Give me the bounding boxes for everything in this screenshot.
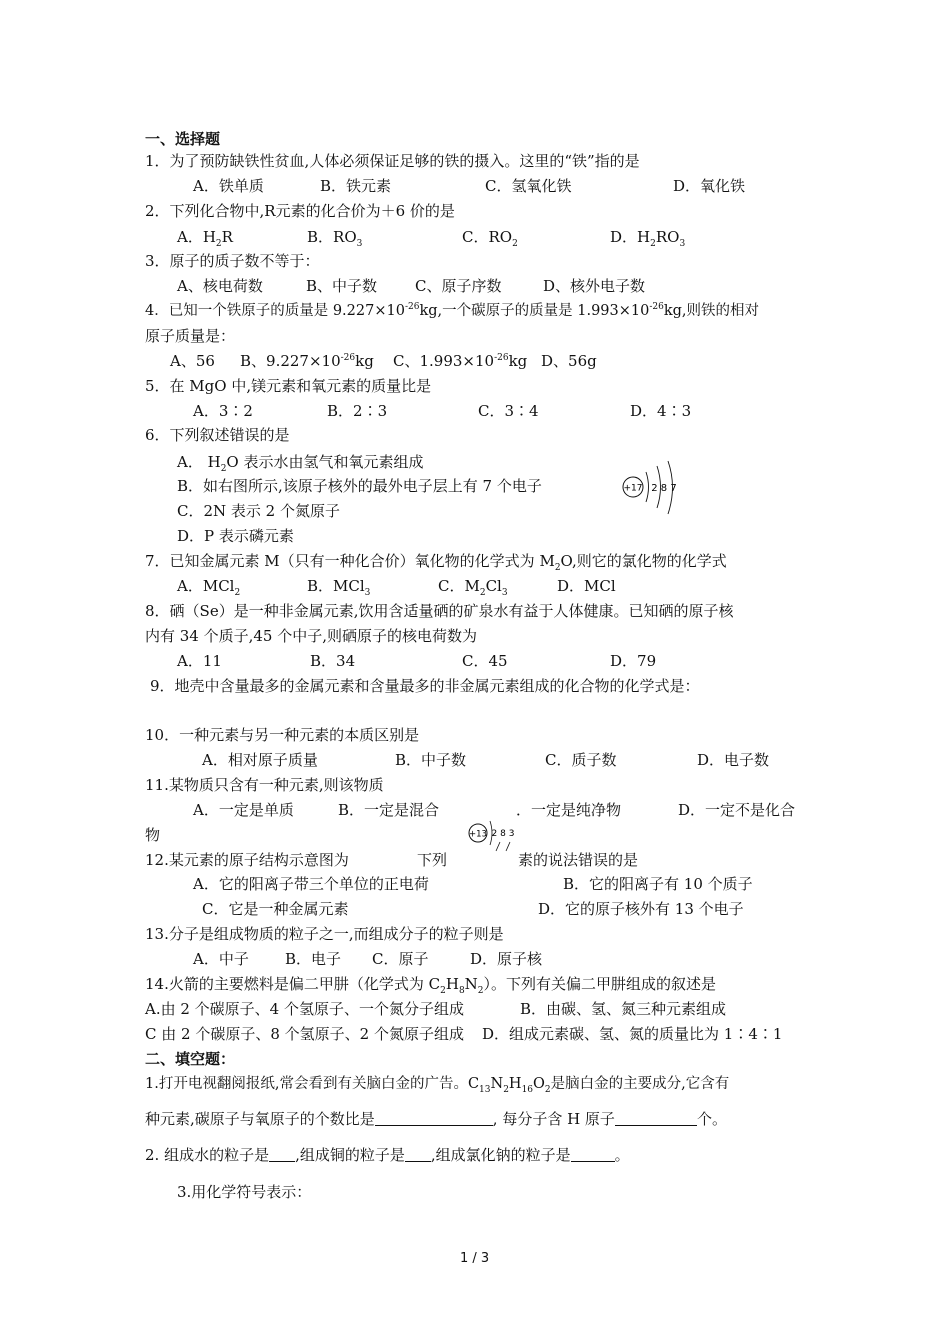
atom1-nucleus: +17 xyxy=(623,483,643,494)
q12-option-a: A．它的阳离子带三个单位的正电荷 xyxy=(193,875,429,893)
q8-option-c: C．45 xyxy=(462,652,508,670)
q1-option-b: B．铁元素 xyxy=(320,177,392,195)
fill-2-blank-water[interactable] xyxy=(269,1147,295,1162)
fill-1-blank-ratio[interactable] xyxy=(375,1111,493,1126)
q6-option-a: A． $H_2O$ 表示水由氢气和氧元素组成 xyxy=(177,453,424,474)
q1-option-a: A．铁单质 xyxy=(193,177,264,195)
q4-option-d: D、56g xyxy=(541,352,597,370)
atom-structure-diagram-17 xyxy=(620,458,682,518)
page-number: 1 / 3 xyxy=(460,1251,490,1266)
q12-option-b: B．它的阳离子有 10 个质子 xyxy=(563,875,753,893)
question-5-stem: 5．在 MgO 中,镁元素和氧元素的质量比是 xyxy=(145,377,432,395)
q6-option-b: B．如右图所示,该原子核外的最外电子层上有 7 个电子 xyxy=(177,477,542,495)
question-8-stem: 8．硒（Se）是一种非金属元素,饮用含适量硒的矿泉水有益于人体健康。已知硒的原子核 xyxy=(145,602,734,620)
q6-option-d: D．P 表示磷元素 xyxy=(177,527,294,545)
q2-option-a: A．$H_2R$ xyxy=(177,228,233,249)
question-3-stem: 3．原子的质子数不等于： xyxy=(145,252,320,270)
question-14-stem: 14.火箭的主要燃料是偏二甲肼（化学式为 $C_2H_8N_2$）。下列有关偏二甲肼组成的叙述是 xyxy=(145,975,717,996)
q10-option-b: B．中子数 xyxy=(395,751,467,769)
q11-option-d-cont: 物 xyxy=(145,826,161,844)
q6-option-c: C．2N 表示 2 个氮原子 xyxy=(177,502,340,520)
question-1-stem: 1．为了预防缺铁性贫血,人体必须保证足够的铁的摄入。这里的“铁”指的是 xyxy=(145,152,640,170)
q13-option-c: C．原子 xyxy=(372,950,429,968)
question-4-stem: 4．已知一个铁原子的质量是 $9.227\times 10^{-26}kg$,一个碳原子的质量是 $1.993\times 10^{-26}kg$,则铁的相对 xyxy=(145,302,760,319)
question-4-stem-cont: 原子质量是： xyxy=(145,327,236,345)
fill-2-blank-copper[interactable] xyxy=(405,1147,431,1162)
q14-option-c: C 由 2 个碳原子、8 个氢原子、2 个氮原子组成 xyxy=(145,1025,464,1043)
question-10-stem: 10．一种元素与另一种元素的本质区别是 xyxy=(145,726,420,744)
question-6-stem: 6．下列叙述错误的是 xyxy=(145,426,290,444)
q11-option-a: A．一定是单质 xyxy=(193,801,294,819)
q5-option-b: B．2∶3 xyxy=(327,402,388,420)
q1-option-c: C．氢氧化铁 xyxy=(485,177,572,195)
atom2-nucleus: +13 xyxy=(469,829,487,840)
q13-option-b: B．电子 xyxy=(285,950,342,968)
q2-option-b: B．$RO_3$ xyxy=(307,228,363,249)
q10-option-a: A．相对原子质量 xyxy=(202,751,318,769)
q2-option-d: D．$H_2RO_3$ xyxy=(610,228,686,249)
q11-option-b: B．一定是混合 xyxy=(338,801,440,819)
q4-option-b: B、$9.227\times 10^{-26}kg$ xyxy=(240,352,374,370)
fill-1-line1: 1.打开电视翻阅报纸,常会看到有关脑白金的广告。$C_{13}N_2H_{16}O_2$是脑白金的主要成分,它含有 xyxy=(145,1076,730,1095)
question-13-stem: 13.分子是组成物质的粒子之一,而组成分子的粒子则是 xyxy=(145,925,504,943)
q14-option-a: A.由 2 个碳原子、4 个氢原子、一个氮分子组成 xyxy=(145,1000,464,1018)
q7-option-c: C．$M_2Cl_3$ xyxy=(438,577,508,598)
fill-1-line2: 种元素,碳原子与氧原子的个数比是 , 每分子含 H 原子 个。 xyxy=(145,1110,727,1128)
atom-structure-diagram-13 xyxy=(466,818,522,856)
q14-option-b: B．由碳、氢、氮三种元素组成 xyxy=(520,1000,727,1018)
atom2-shell-counts: 2 8 3 xyxy=(491,829,515,839)
q1-option-d: D．氧化铁 xyxy=(673,177,746,195)
q14-option-d: D．组成元素碳、氢、氮的质量比为 1∶4∶1 xyxy=(482,1025,783,1043)
q10-option-c: C．质子数 xyxy=(545,751,617,769)
fill-1-blank-h-count[interactable] xyxy=(615,1111,697,1126)
q3-option-a: A、核电荷数 xyxy=(177,277,263,295)
q11-option-c: ．一定是纯净物 xyxy=(516,801,622,819)
q11-option-d: D．一定不是化合 xyxy=(678,801,796,819)
q5-option-c: C．3∶4 xyxy=(478,402,539,420)
q3-option-d: D、核外电子数 xyxy=(543,277,646,295)
q10-option-d: D．电子数 xyxy=(697,751,770,769)
q7-option-b: B．MCl$_3$ xyxy=(307,577,371,598)
section-title-fill: 二、填空题： xyxy=(145,1050,236,1068)
question-11-stem: 11.某物质只含有一种元素,则该物质 xyxy=(145,776,384,794)
q13-option-d: D．原子核 xyxy=(470,950,543,968)
q5-option-d: D．4∶3 xyxy=(630,402,692,420)
fill-3-line: 3.用化学符号表示： xyxy=(177,1183,312,1201)
question-12-stem: 12.某元素的原子结构示意图为 xyxy=(145,851,349,869)
question-7-stem: 7．已知金属元素 M（只有一种化合价）氧化物的化学式为 $M_2O$,则它的氯化物的化学式 xyxy=(145,552,727,573)
q5-option-a: A．3∶2 xyxy=(193,402,253,420)
q3-option-c: C、原子序数 xyxy=(415,277,502,295)
q8-option-a: A．11 xyxy=(177,652,222,670)
q7-option-d: D．MCl xyxy=(557,577,616,595)
q13-option-a: A．中子 xyxy=(193,950,249,968)
q12-option-d: D．它的原子核外有 13 个电子 xyxy=(538,900,744,918)
question-8-stem-cont: 内有 34 个质子,45 个中子,则硒原子的核电荷数为 xyxy=(145,627,478,645)
q4-option-c: C、$1.993\times 10^{-26}kg$ xyxy=(393,352,528,370)
question-2-stem: 2．下列化合物中,R元素的化合价为＋6 价的是 xyxy=(145,202,455,220)
section-title-choice: 一、选择题 xyxy=(145,130,221,148)
q3-option-b: B、中子数 xyxy=(306,277,378,295)
q2-option-c: C．$RO_2$ xyxy=(462,228,518,249)
question-12-stem-end: 素的说法错误的是 xyxy=(518,851,639,869)
q8-option-b: B．34 xyxy=(310,652,356,670)
q7-option-a: A．MCl$_2$ xyxy=(177,577,241,598)
question-12-stem-mid: 下列 xyxy=(417,851,448,869)
fill-2-line: 2. 组成水的粒子是 ,组成铜的粒子是 ,组成氯化钠的粒子是 。 xyxy=(145,1146,630,1164)
atom1-shell-counts: 2 8 7 xyxy=(651,483,677,494)
q12-option-c: C．它是一种金属元素 xyxy=(202,900,349,918)
question-9-stem: 9．地壳中含量最多的金属元素和含量最多的非金属元素组成的化合物的化学式是： xyxy=(150,677,700,695)
q8-option-d: D．79 xyxy=(610,652,657,670)
fill-2-blank-nacl[interactable] xyxy=(571,1147,615,1162)
q4-option-a: A、56 xyxy=(170,352,215,370)
